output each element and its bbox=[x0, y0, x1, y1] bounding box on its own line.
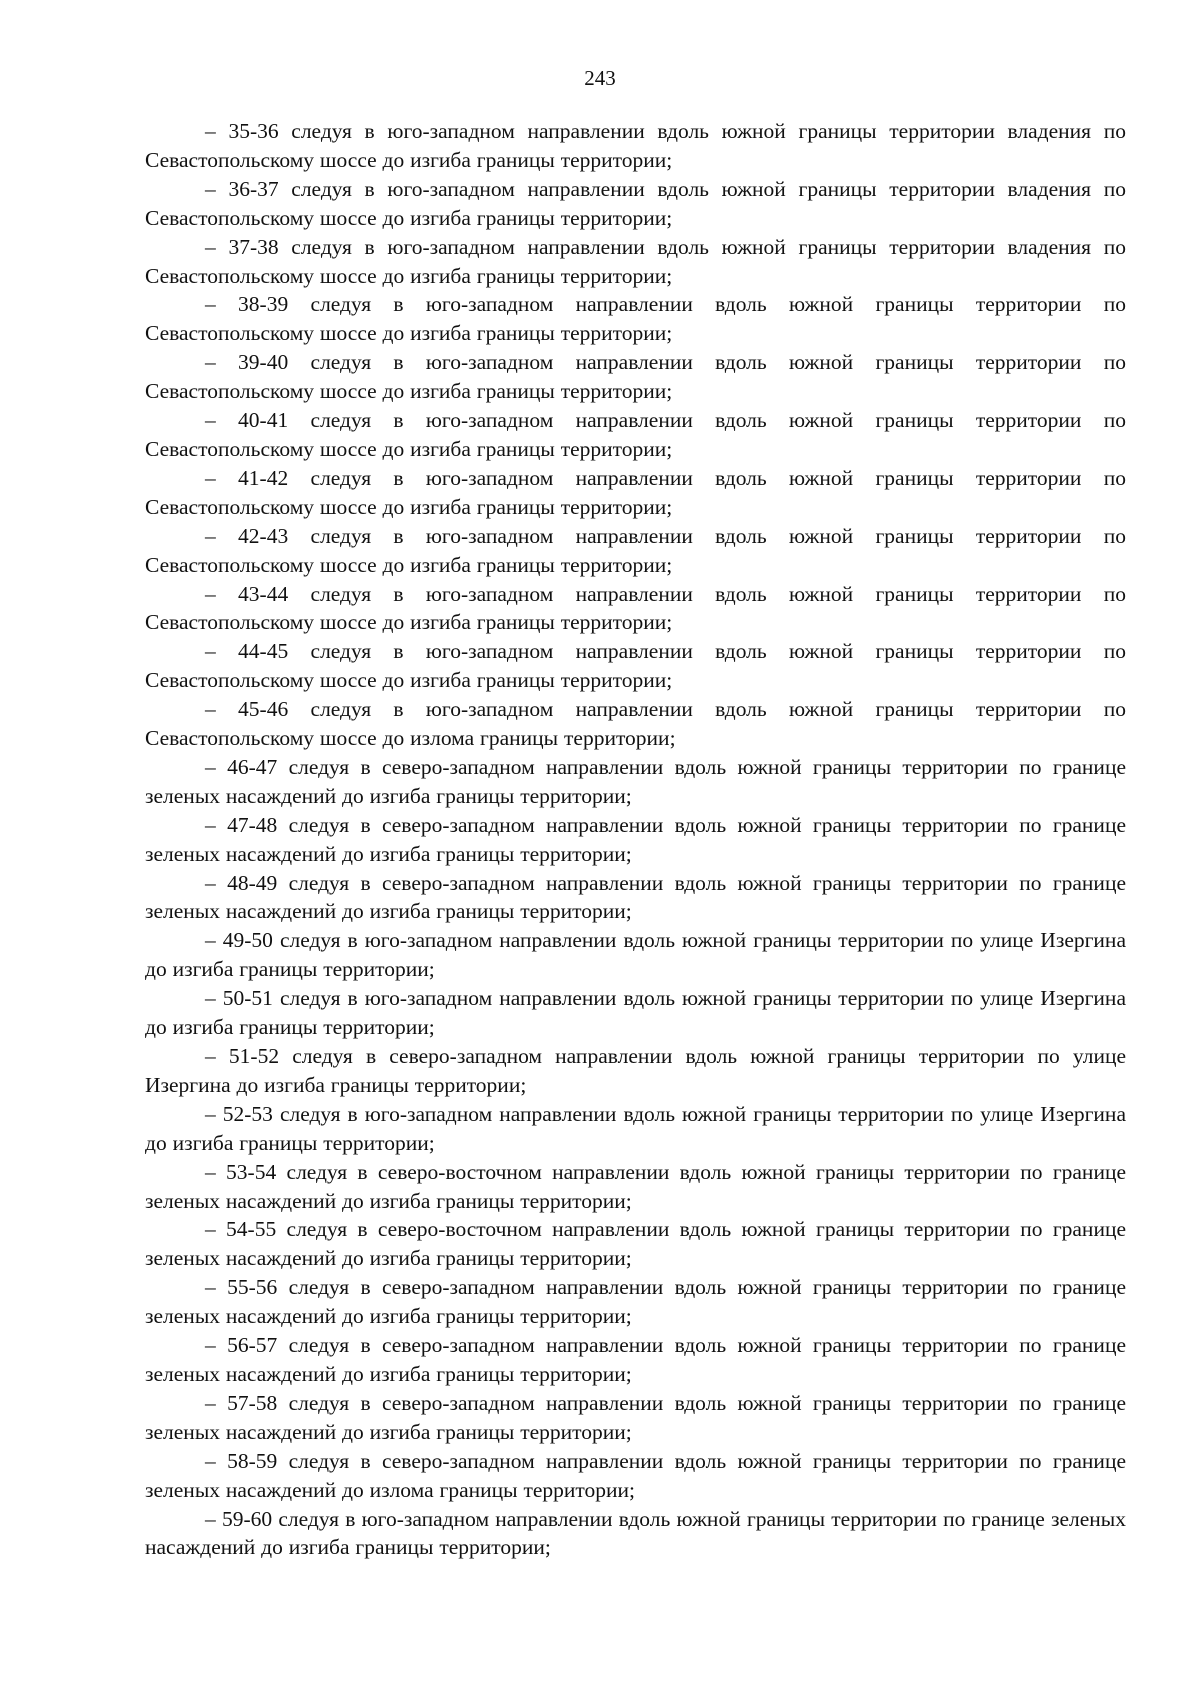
boundary-segment-40-41: – 40-41 следуя в юго-западном направлении вдоль южной границы территории по Севастопольскому шоссе до изгиба границы территории; bbox=[145, 408, 1126, 461]
boundary-segment-35-36: – 35-36 следуя в юго-западном направлении вдоль южной границы территории владения по Севастопольскому шоссе до изгиба границы территории; bbox=[145, 119, 1126, 172]
boundary-segment-43-44: – 43-44 следуя в юго-западном направлении вдоль южной границы территории по Севастопольскому шоссе до изгиба границы территории; bbox=[145, 581, 1126, 635]
boundary-segment-47-48: – 47-48 следуя в северо-западном направлении вдоль южной границы территории по границе зеленых насаждений до изгиба границы территории; bbox=[145, 812, 1126, 866]
boundary-segment-44-45: – 44-45 следуя в юго-западном направлении вдоль южной границы территории по Севастопольскому шоссе до изгиба границы территории; bbox=[145, 639, 1126, 693]
boundary-segment-59-60: – 59-60 следуя в юго-западном направлении вдоль южной границы территории по границе зеленых насаждений до изгиба границы территории; bbox=[145, 1506, 1126, 1560]
boundary-segment-38-39: – 38-39 следуя в юго-западном направлении вдоль южной границы территории по Севастопольскому шоссе до изгиба границы территории; bbox=[145, 292, 1126, 346]
boundary-segment-50-51: – 50-51 следуя в юго-западном направлении вдоль южной границы территории по улице Изергина до изгиба границы территории; bbox=[145, 986, 1126, 1040]
boundary-segment-57-58: – 57-58 следуя в северо-западном направлении вдоль южной границы территории по границе зеленых насаждений до изгиба границы территории; bbox=[145, 1390, 1126, 1444]
boundary-segment-54-55: – 54-55 следуя в северо-восточном направлении вдоль южной границы территории по границе зеленых насаждений до изгиба границы территории; bbox=[145, 1217, 1126, 1271]
page-number: 243 bbox=[584, 66, 616, 90]
boundary-segment-51-52: – 51-52 следуя в северо-западном направлении вдоль южной границы территории по улице Изергина до изгиба границы территории; bbox=[145, 1044, 1126, 1097]
boundary-segment-48-49: – 48-49 следуя в северо-западном направлении вдоль южной границы территории по границе зеленых насаждений до изгиба границы территории; bbox=[145, 870, 1126, 924]
boundary-segment-49-50: – 49-50 следуя в юго-западном направлении вдоль южной границы территории по улице Изергина до изгиба границы территории; bbox=[145, 928, 1126, 982]
boundary-segment-42-43: – 42-43 следуя в юго-западном направлении вдоль южной границы территории по Севастопольскому шоссе до изгиба границы территории; bbox=[145, 523, 1126, 577]
boundary-segment-53-54: – 53-54 следуя в северо-восточном направлении вдоль южной границы территории по границе зеленых насаждений до изгиба границы территории; bbox=[145, 1159, 1126, 1213]
boundary-segment-37-38: – 37-38 следуя в юго-западном направлении вдоль южной границы территории владения по Севастопольскому шоссе до изгиба границы территории; bbox=[145, 234, 1126, 288]
boundary-segment-39-40: – 39-40 следуя в юго-западном направлении вдоль южной границы территории по Севастопольскому шоссе до изгиба границы территории; bbox=[145, 350, 1126, 404]
boundary-segment-56-57: – 56-57 следуя в северо-западном направлении вдоль южной границы территории по границе зеленых насаждений до изгиба границы территории; bbox=[145, 1333, 1126, 1386]
boundary-segment-58-59: – 58-59 следуя в северо-западном направлении вдоль южной границы территории по границе зеленых насаждений до излома границы территории; bbox=[145, 1448, 1126, 1502]
boundary-segment-52-53: – 52-53 следуя в юго-западном направлении вдоль южной границы территории по улице Изергина до изгиба границы территории; bbox=[145, 1101, 1126, 1155]
boundary-segment-41-42: – 41-42 следуя в юго-западном направлении вдоль южной границы территории по Севастопольскому шоссе до изгиба границы территории; bbox=[145, 465, 1126, 519]
boundary-segment-55-56: – 55-56 следуя в северо-западном направлении вдоль южной границы территории по границе зеленых насаждений до изгиба границы территории; bbox=[145, 1275, 1126, 1329]
document-body bbox=[145, 117, 1126, 1562]
boundary-segment-46-47: – 46-47 следуя в северо-западном направлении вдоль южной границы территории по границе зеленых насаждений до изгиба границы территории; bbox=[145, 754, 1126, 808]
boundary-segment-36-37: – 36-37 следуя в юго-западном направлении вдоль южной границы территории владения по Севастопольскому шоссе до изгиба границы территории; bbox=[145, 176, 1126, 230]
boundary-segment-45-46: – 45-46 следуя в юго-западном направлении вдоль южной границы территории по Севастопольскому шоссе до излома границы территории; bbox=[145, 697, 1126, 751]
